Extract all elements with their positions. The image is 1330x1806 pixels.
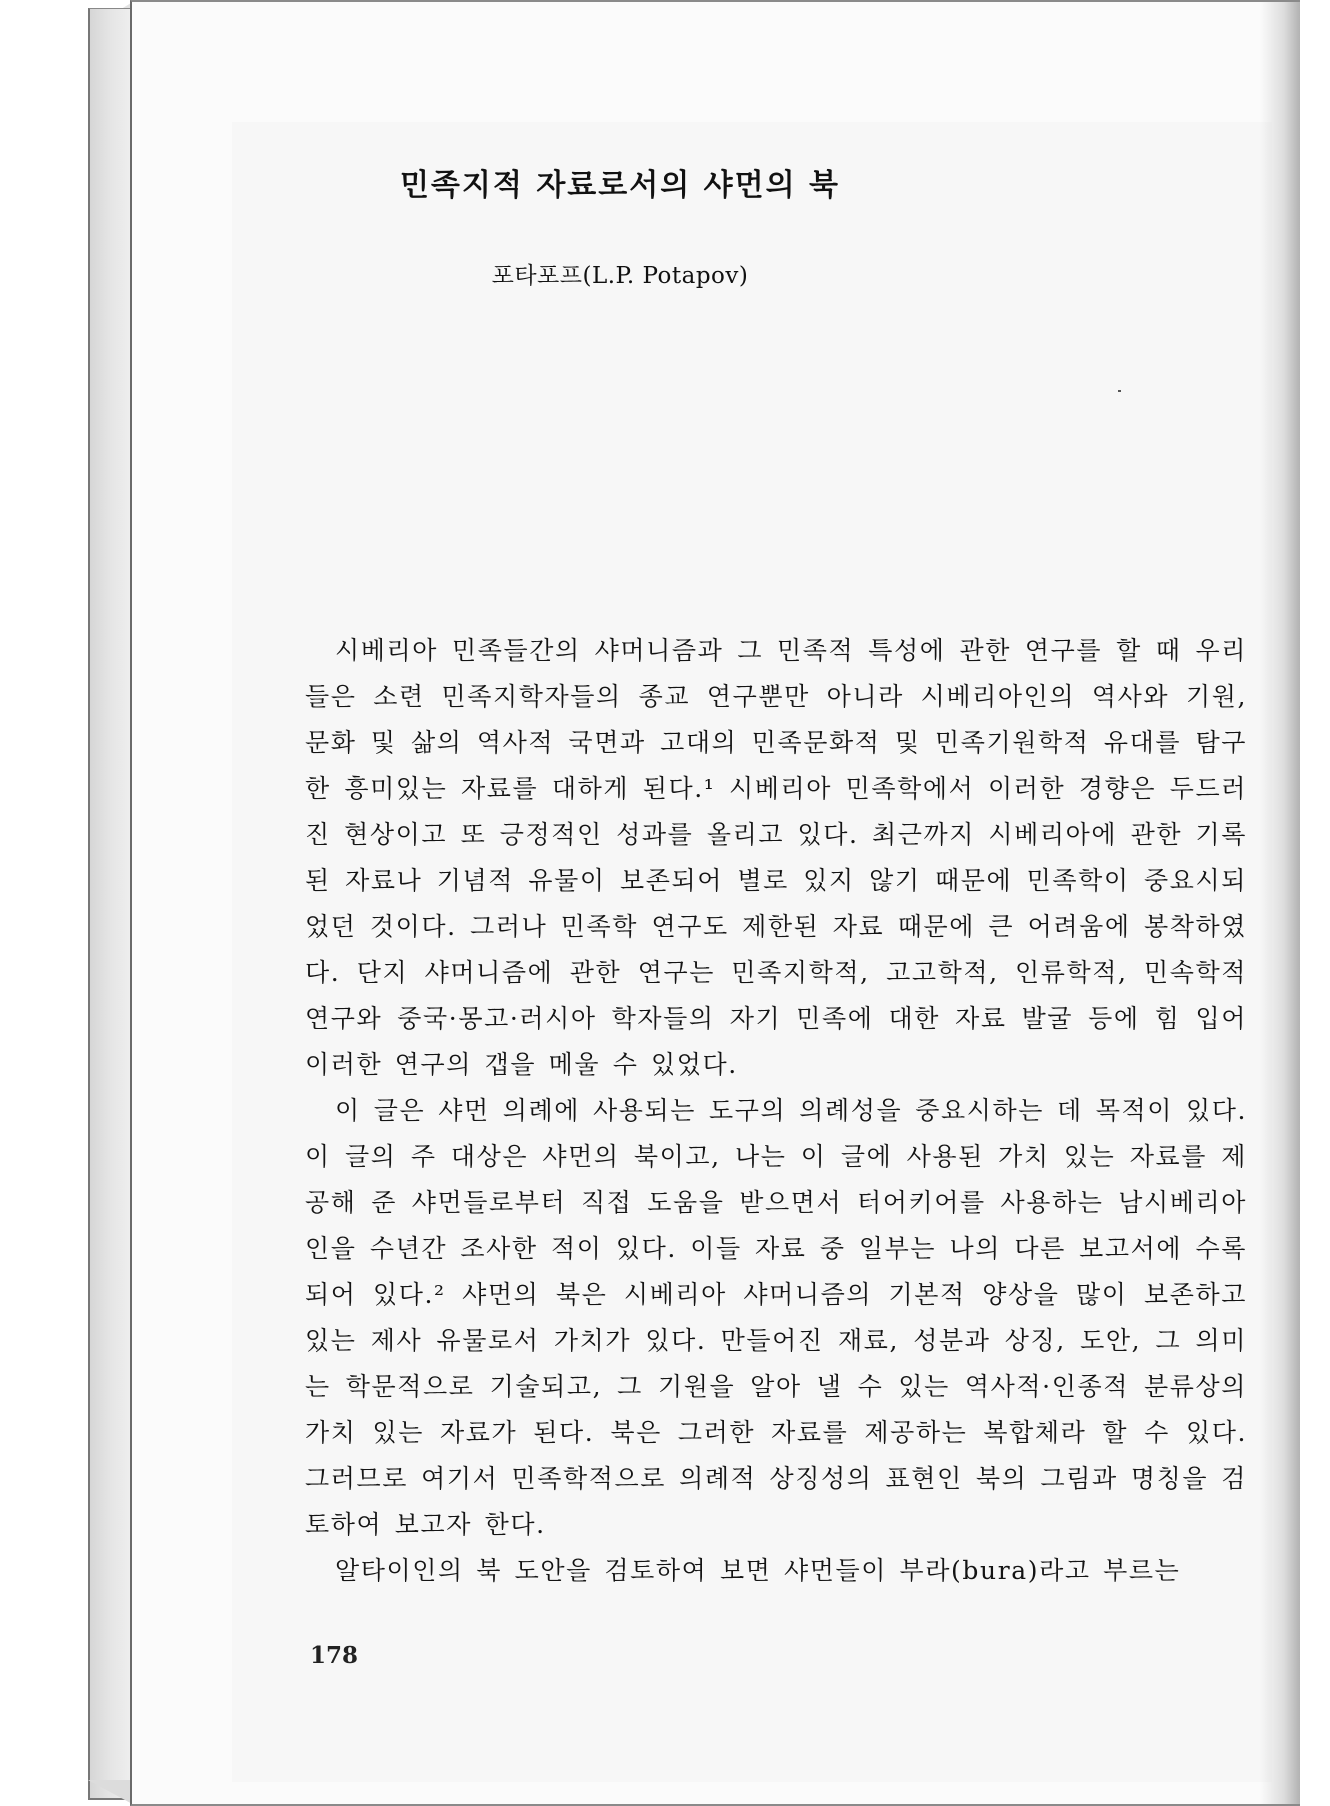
article-body	[305, 628, 1247, 1594]
scan-speck	[1118, 390, 1121, 392]
article-title: 민족지적 자료로서의 샤먼의 북	[399, 168, 841, 203]
body-paragraph-2: 이 글은 샤먼 의례에 사용되는 도구의 의례성을 중요시하는 데 목적이 있다. 이 글의 주 대상은 샤먼의 북이고, 나는 이 글에 사용된 가치 있는 자료를 제공해 준 샤먼들로부터 직접 도움을 받으면서 터어키어를 사용하는 남시베리아인을 수년간 조사한 적이 있다. 이들 자료 중 일부는 나의 다른 보고서에 수록되어 있다.² 샤먼의 북은 시베리아 샤머니즘의 기본적 양상을 많이 보존하고 있는 제사 유물로서 가치가 있다. 만들어진 재료, 성분과 상징, 도안, 그 의미는 학문적으로 기술되고, 그 기원을 알아 낼 수 있는 역사적·인종적 분류상의 가치 있는 자료가 된다. 북은 그러한 자료를 제공하는 복합체라 할 수 있다. 그러므로 여기서 민족학적으로 의례적 상징성의 표현인 북의 그림과 명칭을 검토하여 보고자 한다.	[305, 1096, 1247, 1539]
book-spine	[88, 8, 132, 1800]
article-author: 포타포프(L.P. Potapov)	[491, 263, 749, 289]
page-number: 178	[310, 1642, 359, 1669]
body-paragraph-3: 알타이인의 북 도안을 검토하여 보면 샤먼들이 부라(bura)라고 부르는	[335, 1556, 1181, 1585]
body-paragraph-1: 시베리아 민족들간의 샤머니즘과 그 민족적 특성에 관한 연구를 할 때 우리들은 소련 민족지학자들의 종교 연구뿐만 아니라 시베리아인의 역사와 기원, 문화 및 삶의 역사적 국면과 고대의 민족문화적 및 민족기원학적 유대를 탐구한 흥미있는 자료를 대하게 된다.¹ 시베리아 민족학에서 이러한 경향은 두드러진 현상이고 또 긍정적인 성과를 올리고 있다. 최근까지 시베리아에 관한 기록된 자료나 기념적 유물이 보존되어 별로 있지 않기 때문에 민족학이 중요시되었던 것이다. 그러나 민족학 연구도 제한된 자료 때문에 큰 어려움에 봉착하였다. 단지 샤머니즘에 관한 연구는 민족지학적, 고고학적, 인류학적, 민속학적 연구와 중국·몽고·러시아 학자들의 자기 민족에 대한 자료 발굴 등에 힘 입어 이러한 연구의 갭을 메울 수 있었다.	[305, 636, 1247, 1079]
page-edge-shadow	[1260, 2, 1300, 1806]
